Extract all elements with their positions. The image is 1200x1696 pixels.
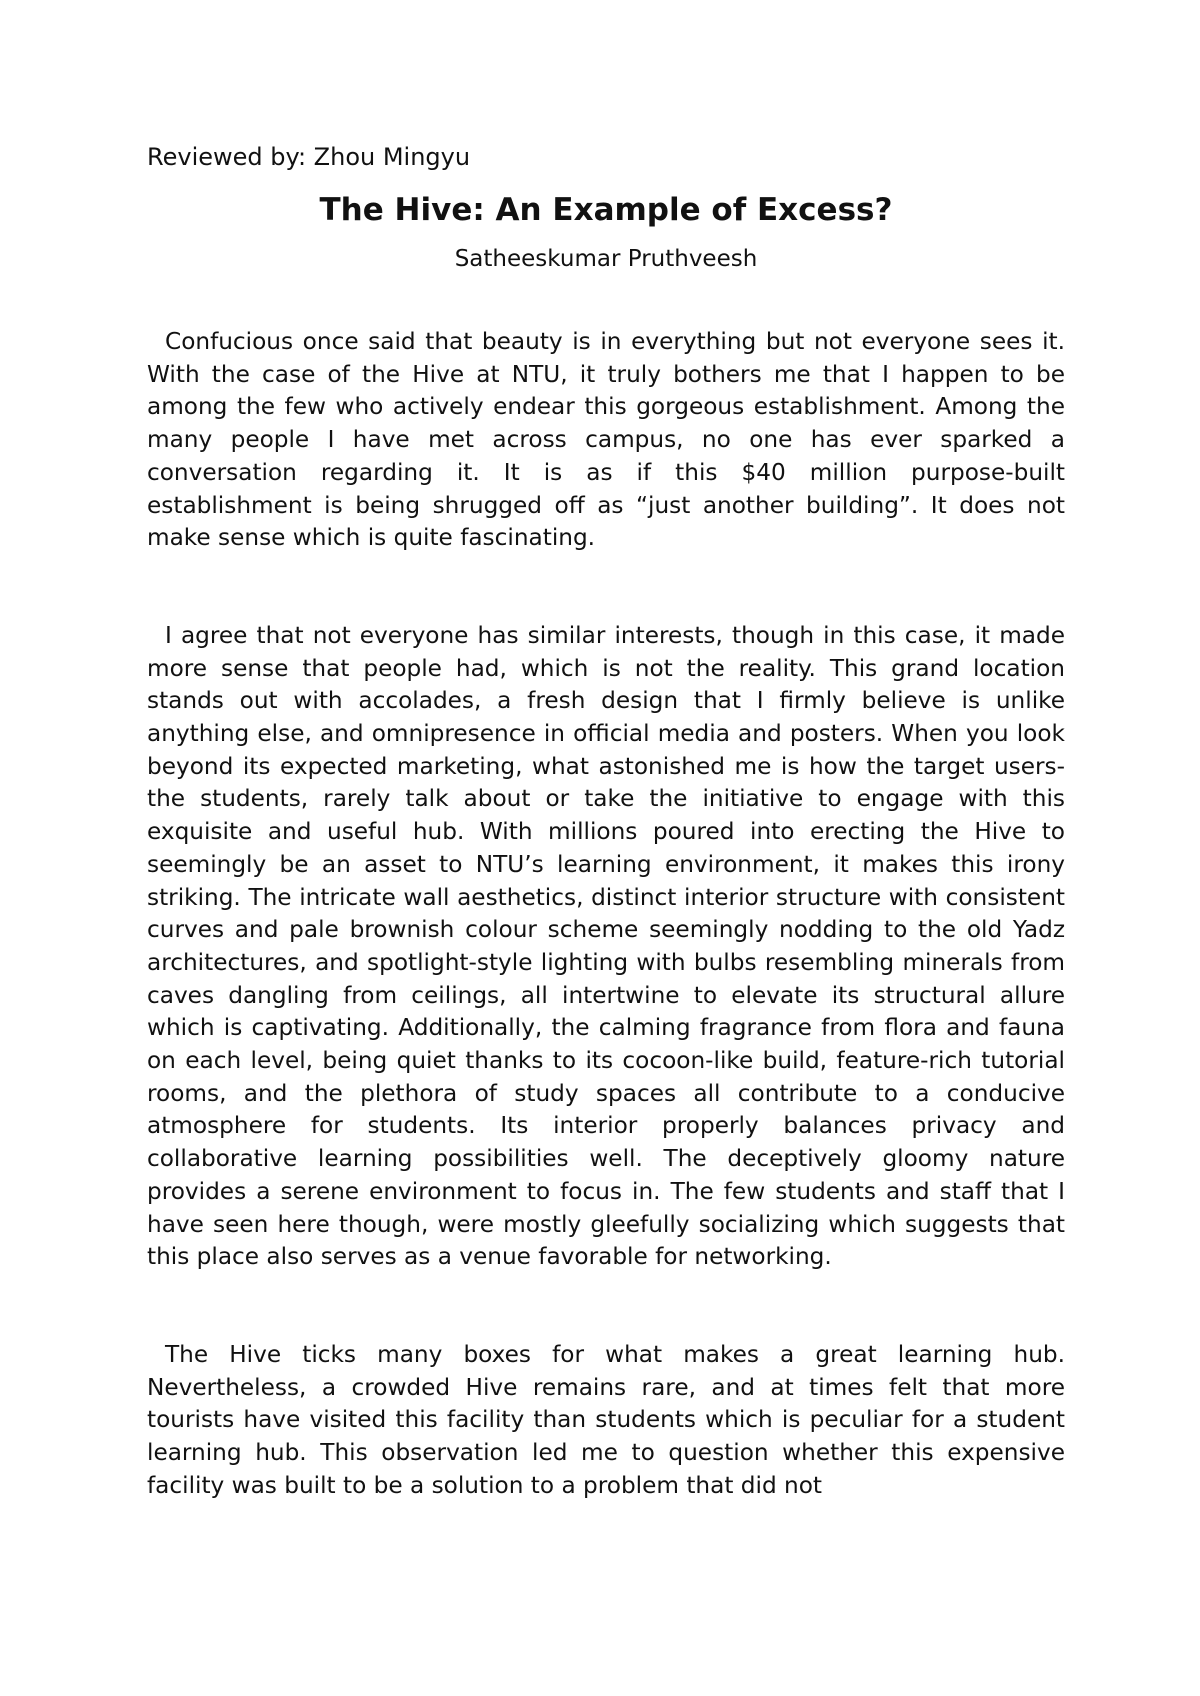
author-name: Satheeskumar Pruthveesh	[454, 246, 758, 272]
reviewed-by-line: Reviewed by: Zhou Mingyu	[147, 143, 471, 171]
document-title: The Hive: An Example of Excess?	[319, 192, 893, 228]
paragraph-2: I agree that not everyone has similar interests, though in this case, it made more sense that people had, which is not the reality. This grand location stands out with accolades, a fresh design that I firmly believe is unlike anything else, and omnipresence in official media and posters. When you look beyond its expected marketing, what astonished me is how the target users- the students, rarely talk about or take the initiative to engage with this exquisite and useful hub. With millions poured into erecting the Hive to seemingly be an asset to NTU’s learning environment, it makes this irony striking. The intricate wall aesthetics, distinct interior structure with consistent curves and pale brownish colour scheme seemingly nodding to the old Yadz architectures, and spotlight-style lighting with bulbs resembling minerals from caves dangling from ceilings, all intertwine to elevate its structural allure which is captivating. Additionally, the calming fragrance from flora and fauna on each level, being quiet thanks to its cocoon-like build, feature-rich tutorial rooms, and the plethora of study spaces all contribute to a conducive atmosphere for students. Its interior properly balances privacy and collaborative learning possibilities well. The deceptively gloomy nature provides a serene environment to focus in. The few students and staff that I have seen here though, were mostly gleefully socializing which suggests that this place also serves as a venue favorable for networking.	[147, 621, 1065, 1271]
document-content	[147, 140, 1065, 1503]
paragraph-1: Confucious once said that beauty is in everything but not everyone sees it. With the case of the Hive at NTU, it truly bothers me that I happen to be among the few who actively endear this gorgeous establishment. Among the many people I have met across campus, no one has ever sparked a conversation regarding it. It is as if this $40 million purpose-built establishment is being shrugged off as “just another building”. It does not make sense which is quite fascinating.	[147, 328, 1065, 552]
paragraph-3: The Hive ticks many boxes for what makes a great learning hub. Nevertheless, a crowded Hive remains rare, and at times felt that more tourists have visited this facility than students which is peculiar for a student learning hub. This observation led me to question whether this expensive facility was built to be a solution to a problem that did not	[147, 1340, 1065, 1499]
